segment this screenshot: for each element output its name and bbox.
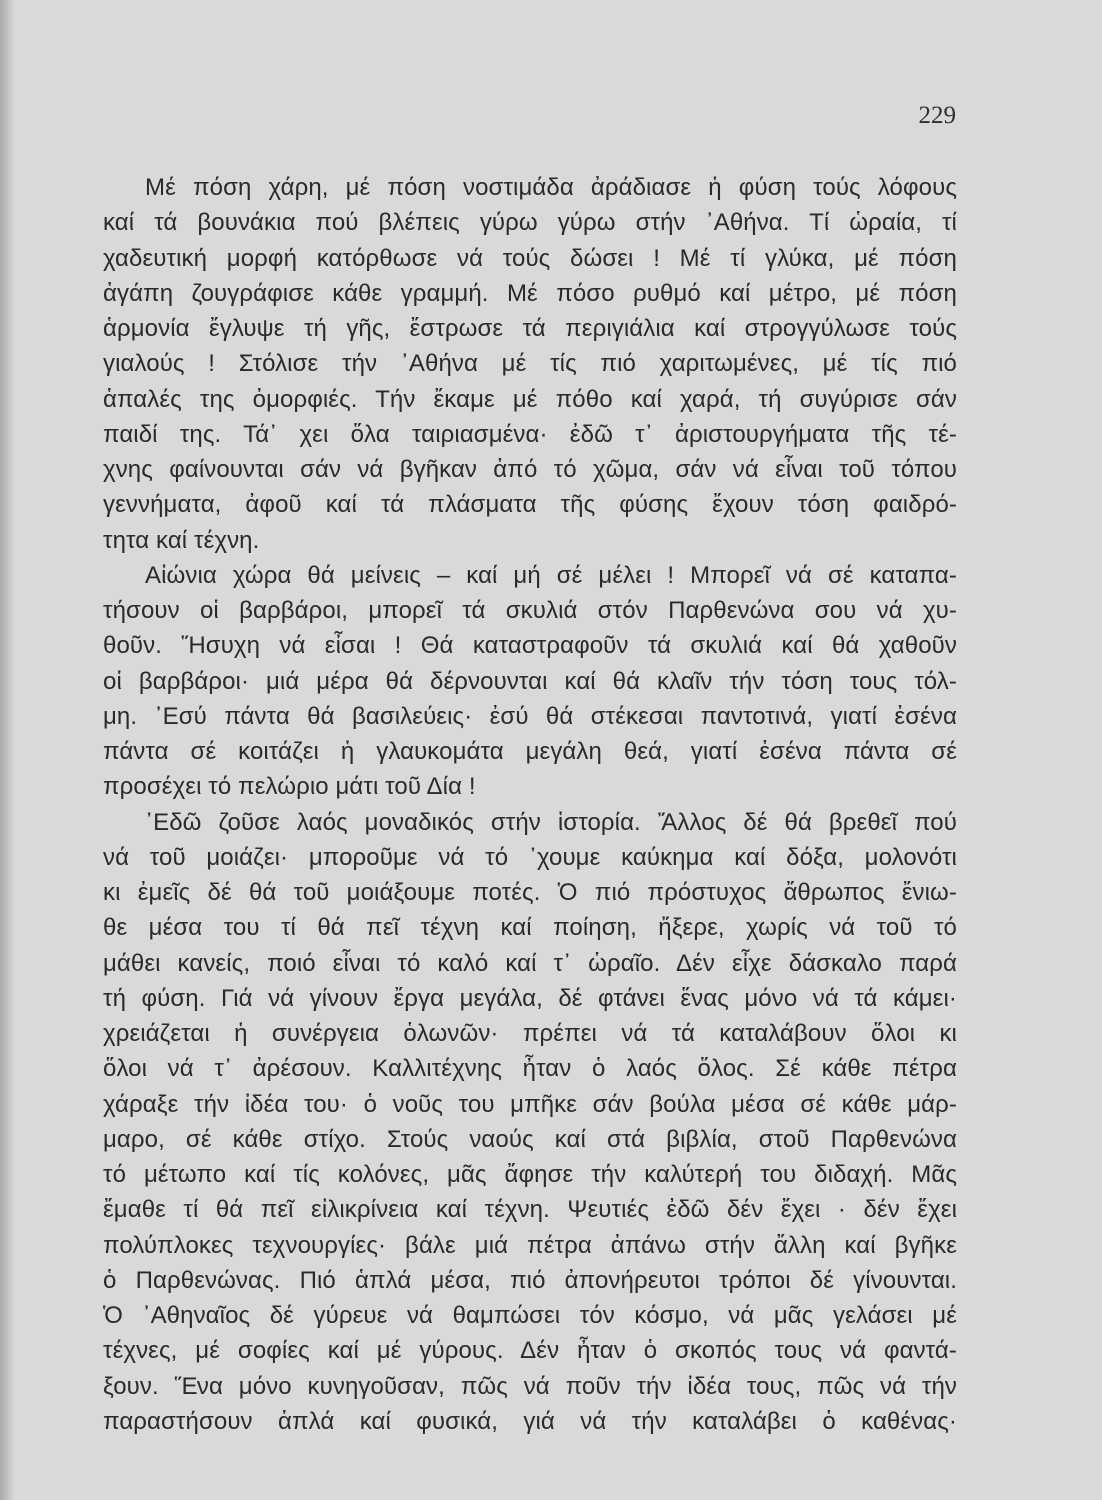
text-line: γιαλούς ! Στόλισε τήν ᾿Αθήνα μέ τίς πιό χαριτωμένες, μέ τίς πιό [103,350,957,378]
text-line: πάντα σέ κοιτάζει ἡ γλαυκομάτα μεγάλη θεά, γιατί ἐσένα πάντα σέ [103,738,957,765]
text-line: οἱ βαρβάροι· μιά μέρα θά δέρνουνται καί θά κλαῖν τήν τόση τους τόλ- [103,667,957,695]
body-text [103,170,957,1439]
text-line: χρειάζεται ἡ συνέργεια ὁλωνῶν· πρέπει νά τά καταλάβουν ὅλοι κι [103,1020,957,1047]
text-line: ἀγάπη ζουγράφισε κάθε γραμμή. Μέ πόσο ρυθμό καί μέτρο, μέ πόση [103,279,957,307]
text-line: μαρο, σέ κάθε στίχο. Στούς ναούς καί στά βιβλία, στοῦ Παρθενώνα [103,1125,957,1153]
text-line: ἔμαθε τί θά πεῖ εἰλικρίνεια καί τέχνη. Ψευτιές ἐδῶ δέν ἔχει · δέν ἔχει [103,1196,957,1224]
text-line: νά τοῦ μοιάζει· μποροῦμε νά τό ᾿χουμε καύκημα καί δόξα, μολονότι [103,843,957,871]
text-line: προσέχει τό πελώριο μάτι τοῦ Δία ! [103,773,476,801]
text-line: παραστήσουν ἁπλά καί φυσικά, γιά νά τήν καταλάβει ὁ καθένας· [103,1407,957,1435]
text-line: καί τά βουνάκια πού βλέπεις γύρω γύρω στήν ᾿Αθήνα. Τί ὡραία, τί [103,209,957,237]
paragraph-2 [103,558,957,805]
page-number: 229 [918,102,956,129]
text-line: κι ἐμεῖς δέ θά τοῦ μοιάξουμε ποτές. Ὁ πιό πρόστυχος ἄθρωπος ἔνιω- [103,879,957,906]
text-line: τή φύση. Γιά νά γίνουν ἔργα μεγάλα, δέ φτάνει ἕνας μόνο νά τά κάμει· [103,984,957,1012]
text-line: ἁρμονία ἔγλυψε τή γῆς, ἔστρωσε τά περιγιάλια καί στρογγύλωσε τούς [103,315,957,342]
text-line: Ὁ ᾿Αθηναῖος δέ γύρευε νά θαμπώσει τόν κόσμο, νά μᾶς γελάσει μέ [103,1302,957,1329]
text-line: θοῦν. Ἥσυχη νά εἶσαι ! Θά καταστραφοῦν τά σκυλιά καί θά χαθοῦν [103,632,957,660]
book-page [14,0,1102,1500]
text-line: χαδευτική μορφή κατόρθωσε νά τούς δώσει ! Μέ τί γλύκα, μέ πόση [103,244,957,272]
text-line: χάραξε τήν ἰδέα του· ὁ νοῦς του μπῆκε σάν βούλα μέσα σέ κάθε μάρ- [103,1090,957,1118]
text-line: ξουν. Ἕνα μόνο κυνηγοῦσαν, πῶς νά ποῦν τήν ἰδέα τους, πῶς νά τήν [103,1372,957,1400]
text-line: τέχνες, μέ σοφίες καί μέ γύρους. Δέν ἦταν ὁ σκοπός τους νά φαντά- [103,1337,957,1365]
text-line: ὁ Παρθενώνας. Πιό ἁπλά μέσα, πιό ἀπονήρευτοι τρόποι δέ γίνουνται. [103,1266,957,1294]
paragraph-1 [103,170,957,558]
book-gutter-edge [0,0,14,1500]
text-line: γεννήματα, ἀφοῦ καί τά πλάσματα τῆς φύσης ἔχουν τόση φαιδρό- [103,491,957,519]
text-line: ὅλοι νά τ᾿ ἀρέσουν. Καλλιτέχνης ἦταν ὁ λαός ὅλος. Σέ κάθε πέτρα [103,1055,957,1083]
text-line: τήσουν οἱ βαρβάροι, μπορεῖ τά σκυλιά στόν Παρθενώνα σου νά χυ- [103,597,957,624]
text-line: τητα καί τέχνη. [103,526,260,554]
text-line: πολύπλοκες τεχνουργίες· βάλε μιά πέτρα ἀπάνω στήν ἄλλη καί βγῆκε [103,1231,957,1259]
paragraph-3 [103,805,957,1440]
text-line: θε μέσα του τί θά πεῖ τέχνη καί ποίηση, ἤξερε, χωρίς νά τοῦ τό [103,914,957,942]
text-line: Αἰώνια χώρα θά μείνεις – καί μή σέ μέλει ! Μπορεῖ νά σέ καταπα- [145,561,957,589]
text-line: χνης φαίνουνται σάν νά βγῆκαν ἀπό τό χῶμα, σάν νά εἶναι τοῦ τόπου [103,456,957,483]
text-line: παιδί της. Τά᾿ χει ὅλα ταιριασμένα· ἐδῶ τ᾿ ἀριστουργήματα τῆς τέ- [103,420,957,448]
text-line: μάθει κανείς, ποιό εἶναι τό καλό καί τ᾿ ὡραῖο. Δέν εἶχε δάσκαλο παρά [103,949,957,977]
text-line: μη. ᾿Εσύ πάντα θά βασιλεύεις· ἐσύ θά στέκεσαι παντοτινά, γιατί ἐσένα [103,702,957,730]
text-line: ἁπαλές της ὀμορφιές. Τήν ἔκαμε μέ πόθο καί χαρά, τή συγύρισε σάν [103,385,957,413]
text-line: τό μέτωπο καί τίς κολόνες, μᾶς ἄφησε τήν καλύτερή του διδαχή. Μᾶς [103,1161,957,1188]
text-line: ᾿Εδῶ ζοῦσε λαός μοναδικός στήν ἱστορία. Ἄλλος δέ θά βρεθεῖ πού [145,808,957,836]
text-line: Μέ πόση χάρη, μέ πόση νοστιμάδα ἀράδιασε ἡ φύση τούς λόφους [145,174,957,201]
